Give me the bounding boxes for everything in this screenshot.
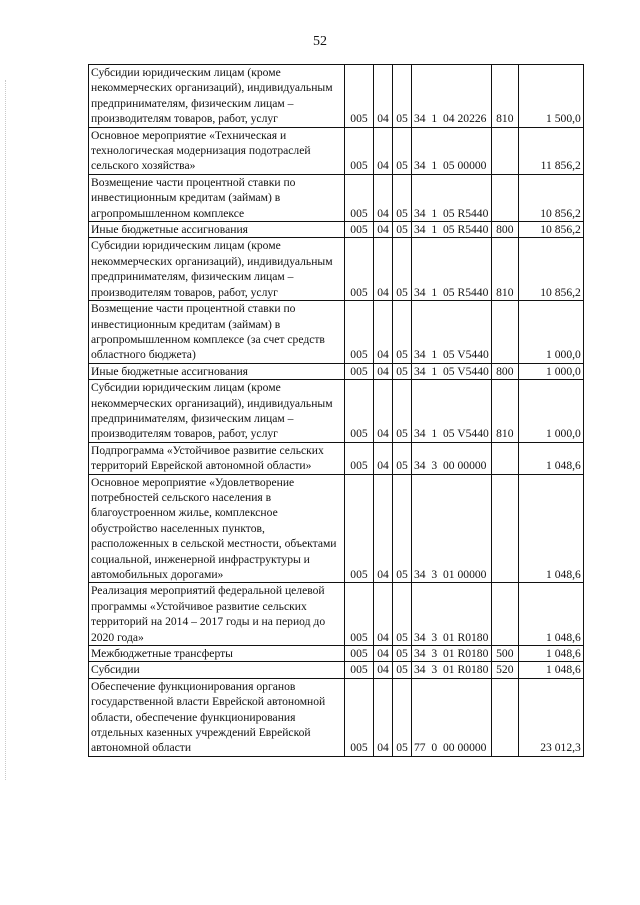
row-cs-cell: 34 1 04 20226 (412, 65, 492, 128)
table-row (89, 474, 584, 583)
row-sum-cell: 10 856,2 (518, 238, 583, 301)
row-rz-cell: 04 (374, 474, 393, 583)
row-pr-cell: 05 (393, 474, 412, 583)
row-name-cell: Субсидии юридическим лицам (кроме некоммерческих организаций), индивидуальным предпринимателям, физическим лицам – производителям товаров, работ, услуг (89, 65, 345, 128)
row-pr-cell: 05 (393, 442, 412, 474)
budget-table (88, 64, 584, 757)
row-name-cell: Субсидии юридическим лицам (кроме некоммерческих организаций), индивидуальным предпринимателям, физическим лицам – производителям товаров, работ, услуг (89, 380, 345, 443)
row-pr-cell: 05 (393, 174, 412, 221)
row-vr-cell: 810 (491, 238, 518, 301)
budget-table-body (89, 65, 584, 757)
row-rz-cell: 04 (374, 678, 393, 756)
table-row (89, 678, 584, 756)
row-vr-cell: 800 (491, 363, 518, 379)
row-cs-cell: 34 3 01 R0180 (412, 646, 492, 662)
row-sum-cell: 1 000,0 (518, 301, 583, 364)
row-sum-cell: 11 856,2 (518, 127, 583, 174)
row-name-cell: Субсидии юридическим лицам (кроме некоммерческих организаций), индивидуальным предпринимателям, физическим лицам – производителям товаров, работ, услуг (89, 238, 345, 301)
row-cs-cell: 34 1 05 R5440 (412, 238, 492, 301)
row-vr-cell: 500 (491, 646, 518, 662)
row-cs-cell: 34 1 05 R5440 (412, 222, 492, 238)
row-name-cell: Основное мероприятие «Удовлетворение потребностей сельского населения в благоустроенном жилье, комплексное обустройство населенных пунктов, расположенных в сельской местности, объектами социальной, инженерной инфраструктуры и автомобильных дорогами» (89, 474, 345, 583)
row-rz-cell: 04 (374, 646, 393, 662)
table-row (89, 583, 584, 646)
row-rz-cell: 04 (374, 174, 393, 221)
row-gr-cell: 005 (345, 678, 374, 756)
row-pr-cell: 05 (393, 65, 412, 128)
row-pr-cell: 05 (393, 380, 412, 443)
table-row (89, 662, 584, 678)
row-cs-cell: 34 1 05 V5440 (412, 380, 492, 443)
row-rz-cell: 04 (374, 662, 393, 678)
row-sum-cell: 1 500,0 (518, 65, 583, 128)
table-row (89, 238, 584, 301)
row-cs-cell: 34 3 01 R0180 (412, 662, 492, 678)
row-pr-cell: 05 (393, 678, 412, 756)
row-gr-cell: 005 (345, 442, 374, 474)
row-gr-cell: 005 (345, 363, 374, 379)
row-rz-cell: 04 (374, 222, 393, 238)
table-row (89, 65, 584, 128)
row-sum-cell: 1 048,6 (518, 442, 583, 474)
row-vr-cell (491, 174, 518, 221)
table-row (89, 222, 584, 238)
row-name-cell: Субсидии (89, 662, 345, 678)
row-pr-cell: 05 (393, 363, 412, 379)
row-rz-cell: 04 (374, 363, 393, 379)
row-rz-cell: 04 (374, 442, 393, 474)
row-name-cell: Подпрограмма «Устойчивое развитие сельских территорий Еврейской автономной области» (89, 442, 345, 474)
row-gr-cell: 005 (345, 662, 374, 678)
row-name-cell: Иные бюджетные ассигнования (89, 222, 345, 238)
row-cs-cell: 34 1 05 00000 (412, 127, 492, 174)
row-sum-cell: 1 048,6 (518, 583, 583, 646)
table-row (89, 646, 584, 662)
row-pr-cell: 05 (393, 301, 412, 364)
row-rz-cell: 04 (374, 127, 393, 174)
row-vr-cell: 520 (491, 662, 518, 678)
row-gr-cell: 005 (345, 380, 374, 443)
row-sum-cell: 10 856,2 (518, 222, 583, 238)
table-row (89, 380, 584, 443)
row-name-cell: Межбюджетные трансферты (89, 646, 345, 662)
row-pr-cell: 05 (393, 222, 412, 238)
row-sum-cell: 1 048,6 (518, 662, 583, 678)
page-number: 52 (313, 34, 327, 49)
row-gr-cell: 005 (345, 65, 374, 128)
row-gr-cell: 005 (345, 474, 374, 583)
binding-margin-marks (5, 80, 9, 780)
row-vr-cell: 800 (491, 222, 518, 238)
row-pr-cell: 05 (393, 662, 412, 678)
row-sum-cell: 1 000,0 (518, 380, 583, 443)
row-sum-cell: 1 000,0 (518, 363, 583, 379)
row-gr-cell: 005 (345, 174, 374, 221)
row-vr-cell: 810 (491, 380, 518, 443)
row-gr-cell: 005 (345, 646, 374, 662)
row-name-cell: Возмещение части процентной ставки по инвестиционным кредитам (займам) в агропромышленном комплексе (за счет средств областного бюджета) (89, 301, 345, 364)
row-rz-cell: 04 (374, 65, 393, 128)
row-name-cell: Иные бюджетные ассигнования (89, 363, 345, 379)
row-pr-cell: 05 (393, 646, 412, 662)
row-gr-cell: 005 (345, 127, 374, 174)
row-gr-cell: 005 (345, 583, 374, 646)
row-vr-cell (491, 301, 518, 364)
table-row (89, 363, 584, 379)
row-cs-cell: 34 3 00 00000 (412, 442, 492, 474)
table-row (89, 442, 584, 474)
row-sum-cell: 23 012,3 (518, 678, 583, 756)
row-rz-cell: 04 (374, 301, 393, 364)
row-sum-cell: 1 048,6 (518, 646, 583, 662)
row-vr-cell (491, 127, 518, 174)
row-cs-cell: 34 1 05 R5440 (412, 174, 492, 221)
row-gr-cell: 005 (345, 222, 374, 238)
row-cs-cell: 34 3 01 R0180 (412, 583, 492, 646)
row-cs-cell: 34 1 05 V5440 (412, 363, 492, 379)
row-gr-cell: 005 (345, 301, 374, 364)
row-pr-cell: 05 (393, 238, 412, 301)
table-row (89, 127, 584, 174)
row-gr-cell: 005 (345, 238, 374, 301)
row-cs-cell: 34 3 01 00000 (412, 474, 492, 583)
row-vr-cell (491, 474, 518, 583)
row-pr-cell: 05 (393, 583, 412, 646)
row-sum-cell: 10 856,2 (518, 174, 583, 221)
row-name-cell: Основное мероприятие «Техническая и технологическая модернизация подотраслей сельского хозяйства» (89, 127, 345, 174)
row-cs-cell: 77 0 00 00000 (412, 678, 492, 756)
table-row (89, 301, 584, 364)
row-rz-cell: 04 (374, 238, 393, 301)
row-vr-cell (491, 678, 518, 756)
row-vr-cell: 810 (491, 65, 518, 128)
row-name-cell: Реализация мероприятий федеральной целевой программы «Устойчивое развитие сельских территорий на 2014 – 2017 годы и на период до 2020 года» (89, 583, 345, 646)
row-pr-cell: 05 (393, 127, 412, 174)
row-vr-cell (491, 442, 518, 474)
row-name-cell: Обеспечение функционирования органов государственной власти Еврейской автономной области, обеспечение функционирования отдельных казенных учреждений Еврейской автономной области (89, 678, 345, 756)
table-row (89, 174, 584, 221)
row-cs-cell: 34 1 05 V5440 (412, 301, 492, 364)
row-rz-cell: 04 (374, 583, 393, 646)
row-sum-cell: 1 048,6 (518, 474, 583, 583)
row-name-cell: Возмещение части процентной ставки по инвестиционным кредитам (займам) в агропромышленном комплексе (89, 174, 345, 221)
row-rz-cell: 04 (374, 380, 393, 443)
row-vr-cell (491, 583, 518, 646)
